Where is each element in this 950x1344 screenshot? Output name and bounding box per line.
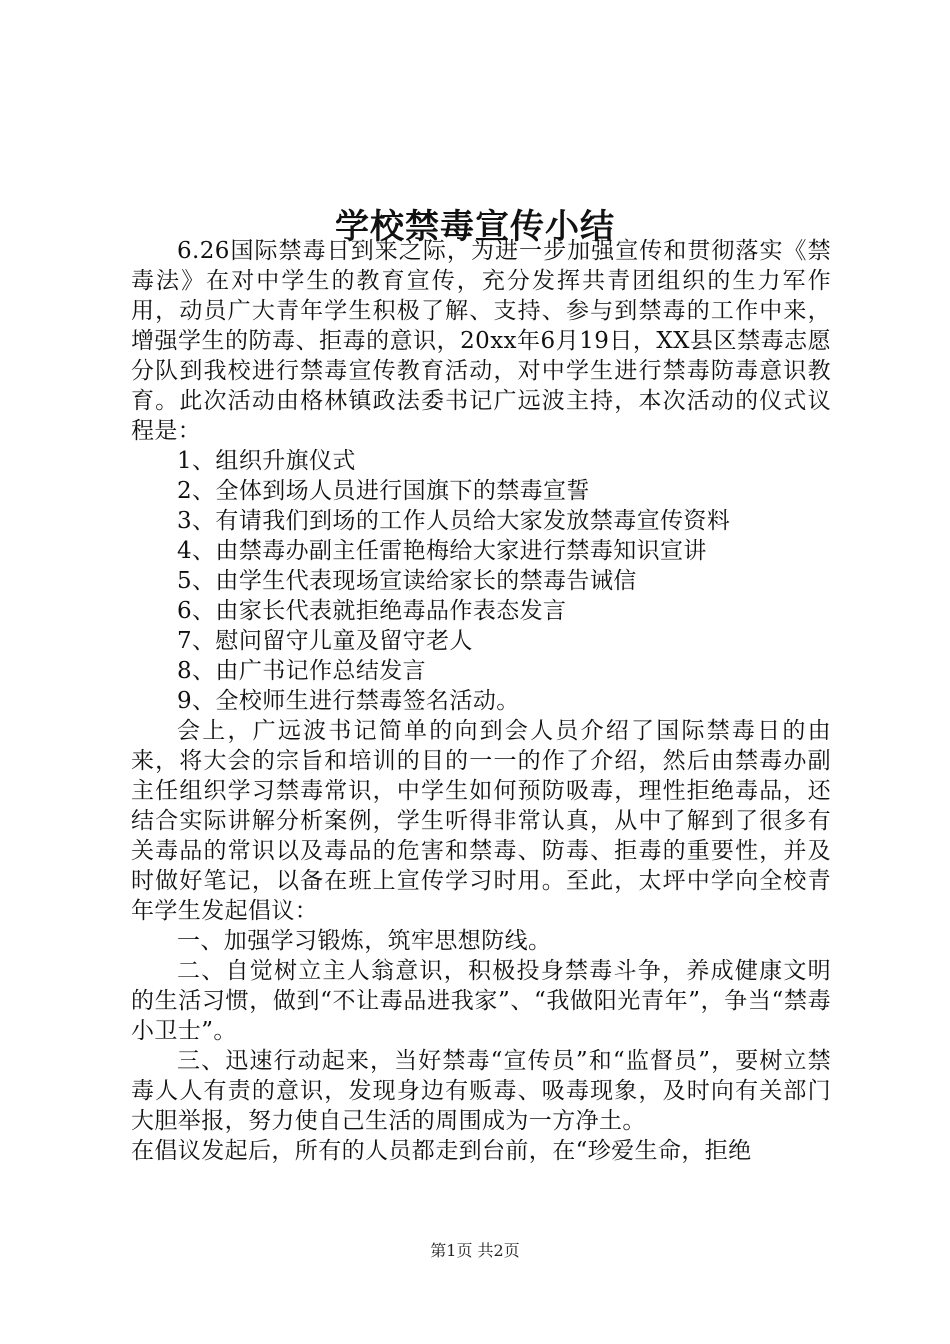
agenda-item-4: 4、由禁毒办副主任雷艳梅给大家进行禁毒知识宣讲	[177, 538, 707, 564]
agenda-item-8: 8、由广书记作总结发言	[177, 658, 427, 684]
agenda-item-9: 9、全校师生进行禁毒签名活动。	[177, 688, 520, 714]
agenda-item-2: 2、全体到场人员进行国旗下的禁毒宣誓	[177, 478, 590, 504]
agenda-item-3: 3、有请我们到场的工作人员给大家发放禁毒宣传资料	[177, 508, 731, 534]
document-body	[131, 236, 831, 1166]
proposal-2: 二、自觉树立主人翁意识，积极投身禁毒斗争，养成健康文明的生活习惯，做到“不让毒品进我家”、“我做阳光青年”，争当“禁毒小卫士”。	[131, 958, 831, 1044]
document-title: 学校禁毒宣传小结	[335, 206, 615, 247]
agenda-item-6: 6、由家长代表就拒绝毒品作表态发言	[177, 598, 567, 624]
intro-paragraph: 6.26国际禁毒日到来之际，为进一步加强宣传和贯彻落实《禁毒法》在对中学生的教育宣传，充分发挥共青团组织的生力军作用，动员广大青年学生积极了解、支持、参与到禁毒的工作中来，增强学生的防毒、拒毒的意识，20xx年6月19日，XX县区禁毒志愿分队到我校进行禁毒宣传教育活动，对中学生进行禁毒防毒意识教育。此次活动由格林镇政法委书记广远波主持，本次活动的仪式议程是：	[131, 238, 831, 444]
proposal-3: 三、迅速行动起来，当好禁毒“宣传员”和“监督员”，要树立禁毒人人有责的意识，发现身边有贩毒、吸毒现象，及时向有关部门大胆举报，努力使自己生活的周围成为一方净土。	[131, 1048, 831, 1134]
agenda-item-1: 1、组织升旗仪式	[177, 448, 356, 474]
page-footer: 第1页 共2页	[430, 1241, 520, 1260]
closing-fragment: 在倡议发起后，所有的人员都走到台前，在“珍爱生命，拒绝	[131, 1138, 752, 1164]
proposal-1: 一、加强学习锻炼，筑牢思想防线。	[177, 928, 552, 954]
agenda-item-7: 7、慰问留守儿童及留守老人	[177, 628, 473, 654]
agenda-item-5: 5、由学生代表现场宣读给家长的禁毒告诫信	[177, 568, 637, 594]
meeting-paragraph: 会上，广远波书记简单的向到会人员介绍了国际禁毒日的由来，将大会的宗旨和培训的目的一一的作了介绍，然后由禁毒办副主任组织学习禁毒常识，中学生如何预防吸毒，理性拒绝毒品，还结合实际讲解分析案例，学生听得非常认真，从中了解到了很多有关毒品的常识以及毒品的危害和禁毒、防毒、拒毒的重要性，并及时做好笔记，以备在班上宣传学习时用。至此，太坪中学向全校青年学生发起倡议：	[131, 718, 831, 924]
